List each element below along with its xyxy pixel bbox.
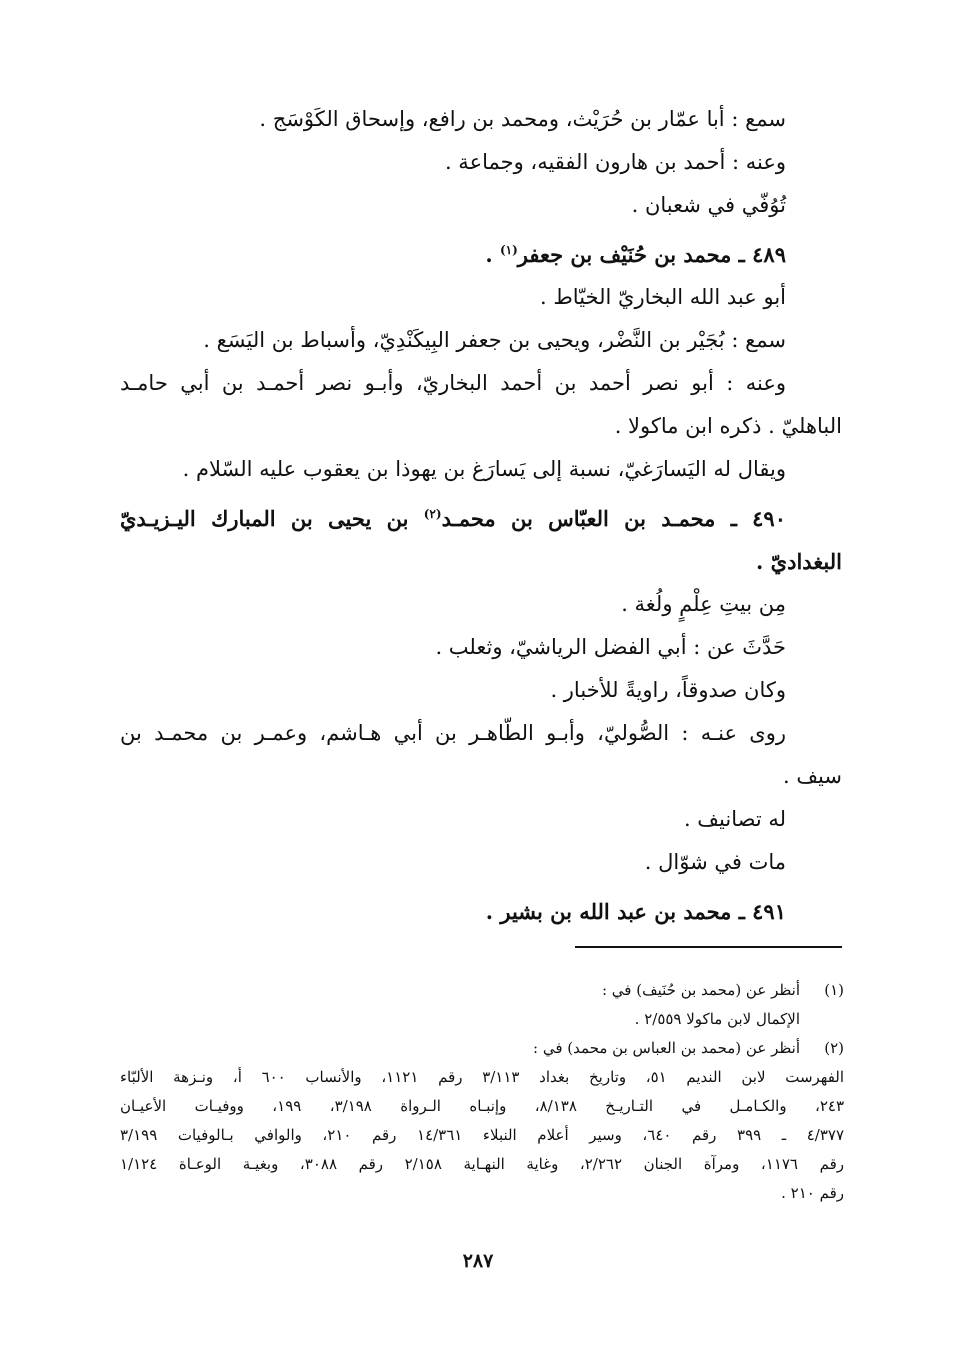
entry-heading-489	[120, 233, 842, 276]
footnote-ref-1: (١)	[499, 243, 518, 257]
text-line: وعنه : أحمد بن هارون الفقيه، وجماعة .	[444, 150, 786, 174]
footnote-line: الفهرست لابن النديم ٥١، وتاريخ بغداد ٣/١١٣ رقم ١١٢١، والأنساب ٦٠٠ أ، ونـزهة الألبّاء	[120, 1068, 844, 1086]
entry-heading-490-cont: البغداديّ .	[756, 549, 842, 574]
text-line: الباهليّ . ذكره ابن ماكولا .	[614, 414, 842, 438]
text-line: أبو عبد الله البخاريّ الخيّاط .	[540, 285, 786, 309]
text-line: تُوُفّي في شعبان .	[631, 193, 786, 217]
footnote-ref-2: (٢)	[423, 507, 442, 521]
text-line: ويقال له اليَسارَغيّ، نسبة إلى يَسارَغ بن يهوذا بن يعقوب عليه السّلام .	[182, 457, 786, 481]
footnote-line: الإكمال لابن ماكولا ٢/٥٥٩ .	[634, 1010, 800, 1028]
footnotes	[120, 976, 844, 1208]
text-line: وكان صدوقاً، راويةً للأخبار .	[550, 678, 786, 702]
page-number: ٢٨٧	[462, 1250, 494, 1272]
entry-heading-text: ٤٩٠ ـ محمـد بن العبّاس بن محمـد	[441, 506, 786, 531]
text-line: سمع : بُجَيْر بن النَّضْر، ويحيى بن جعفر البِيكَنْدِيّ، وأسباط بن اليَسَع .	[203, 328, 786, 352]
footnote-line: أنظر عن (محمد بن حُنَيف) في :	[601, 981, 800, 999]
entry-heading-491: ٤٩١ ـ محمد بن عبد الله بن بشير .	[485, 899, 786, 924]
footnote-2	[120, 1034, 844, 1208]
footnote-1	[120, 976, 844, 1034]
footnote-number: (٢)	[824, 1039, 844, 1057]
footnote-continuation	[120, 1063, 844, 1208]
footnote-line: رقم ١١٧٦، ومرآة الجنان ٢/٢٦٢، وغاية النهـاية ٢/١٥٨ رقم ٣٠٨٨، وبغيـة الوعـاة ١/١٢٤	[120, 1155, 844, 1173]
text-line: وعنه : أبو نصر أحمد بن أحمد البخاريّ، وأبـو نصر أحمـد بن أبي حامـد	[120, 371, 786, 395]
text-line: سمع : أبا عمّار بن حُرَيْث، ومحمد بن رافع، وإسحاق الكَوْسَج .	[259, 107, 786, 131]
text-line: سيف .	[782, 764, 842, 788]
entry-heading-490	[120, 497, 842, 540]
footnote-line: رقم ٢١٠ .	[781, 1184, 844, 1202]
text-line: حَدَّثَ عن : أبي الفضل الرياشيّ، وثعلب .	[435, 635, 786, 659]
entry-heading-text: ٤٨٩ ـ محمد بن حُنَيْف بن جعفر	[517, 242, 786, 267]
footnote-line: ٤/٣٧٧ ـ ٣٩٩ رقم ٦٤٠، وسير أعلام النبلاء ١٤/٣٦١ رقم ٢١٠، والوافي بـالوفيات ٣/١٩٩	[120, 1126, 844, 1144]
entry-heading-text: بن يحيى بن المبارك اليـزيـديّ	[120, 506, 424, 531]
text-line: مات في شوّال .	[644, 850, 786, 874]
footnote-number: (١)	[824, 981, 844, 999]
text-line: له تصانيف .	[683, 807, 786, 831]
entry-heading-end: .	[485, 242, 500, 267]
text-line: روى عنـه : الصُّوليّ، وأبـو الطّاهـر بن أبي هـاشم، وعمـر بن محمـد بن	[120, 721, 786, 745]
text-line: مِن بيتِ عِلْمٍ ولُغة .	[621, 592, 786, 616]
footnote-line: ٢٤٣، والكـامـل في التـاريـخ ٨/١٣٨، وإنبـاه الـرواة ٣/١٩٨، ١٩٩، ووفيـات الأعيـان	[120, 1097, 844, 1115]
main-text	[120, 98, 842, 933]
footnote-line: أنظر عن (محمد بن العباس بن محمد) في :	[533, 1039, 800, 1057]
footnote-separator	[575, 946, 842, 948]
